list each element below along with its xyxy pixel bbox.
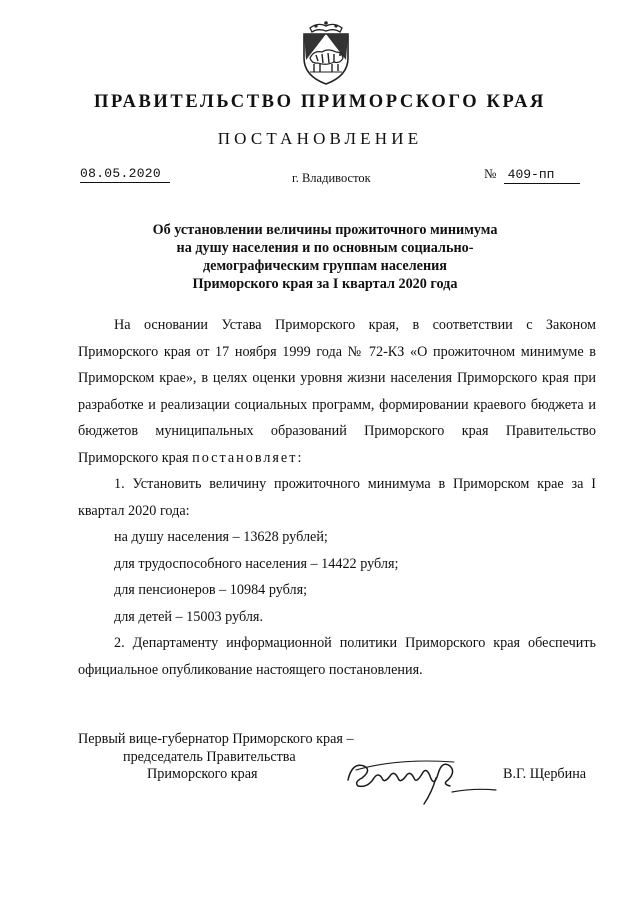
- decree-word: постановляет: [192, 449, 298, 466]
- coat-of-arms-icon: [296, 14, 356, 86]
- preamble-text: На основании Устава Приморского края, в соответствии с Законом Приморского края от 17 ноября 1999 года № 72-КЗ «О прожиточном минимуме в Приморском крае», в целях оценки уровня жизни населения Приморского края при разработке и реализации социальных программ, формировании краевого бюджета и бюджетов муниципальных образований Приморского края Правительство Приморского края: [78, 317, 596, 466]
- subject-line: Об установлении величины прожиточного минимума: [152, 222, 498, 238]
- value-line-per-capita: на душу населения – 13628 рублей;: [114, 529, 328, 545]
- document-body: [78, 312, 596, 683]
- number-value: 409-пп: [504, 167, 580, 184]
- item-2-paragraph: 2. Департаменту информационной политики Приморского края обеспечить официальное опубликование настоящего постановления.: [78, 635, 596, 678]
- preamble-paragraph: [78, 312, 596, 471]
- number-sign: №: [484, 166, 497, 181]
- item-1-paragraph: 1. Установить величину прожиточного минимума в Приморском крае за I квартал 2020 года:: [78, 476, 596, 519]
- signatory-position-line: Приморского края: [147, 766, 258, 782]
- document-subject: [100, 221, 550, 293]
- handwritten-signature-icon: [338, 748, 498, 808]
- value-line-pensioners: для пенсионеров – 10984 рубля;: [114, 582, 308, 598]
- document-date: 08.05.2020: [80, 166, 170, 183]
- decree-colon: :: [297, 449, 302, 466]
- subject-line: демографическим группам населения: [202, 258, 447, 274]
- subject-line: Приморского края за I квартал 2020 года: [192, 276, 458, 292]
- value-line-working-age: для трудоспособного населения – 14422 рубля;: [114, 555, 399, 572]
- document-type: ПОСТАНОВЛЕНИЕ: [217, 129, 423, 148]
- document-number: [484, 166, 580, 184]
- government-title: ПРАВИТЕЛЬСТВО ПРИМОРСКОГО КРАЯ: [93, 92, 546, 112]
- signatory-position-line: председатель Правительства: [123, 748, 296, 765]
- signatory-position: [78, 731, 354, 784]
- value-line-children: для детей – 15003 рубля.: [114, 608, 264, 625]
- signatory-name: В.Г. Щербина: [503, 766, 587, 782]
- signatory-position-line: Первый вице-губернатор Приморского края –: [78, 731, 354, 747]
- subject-line: на душу населения и по основным социально-: [176, 240, 474, 256]
- document-city: г. Владивосток: [292, 171, 371, 185]
